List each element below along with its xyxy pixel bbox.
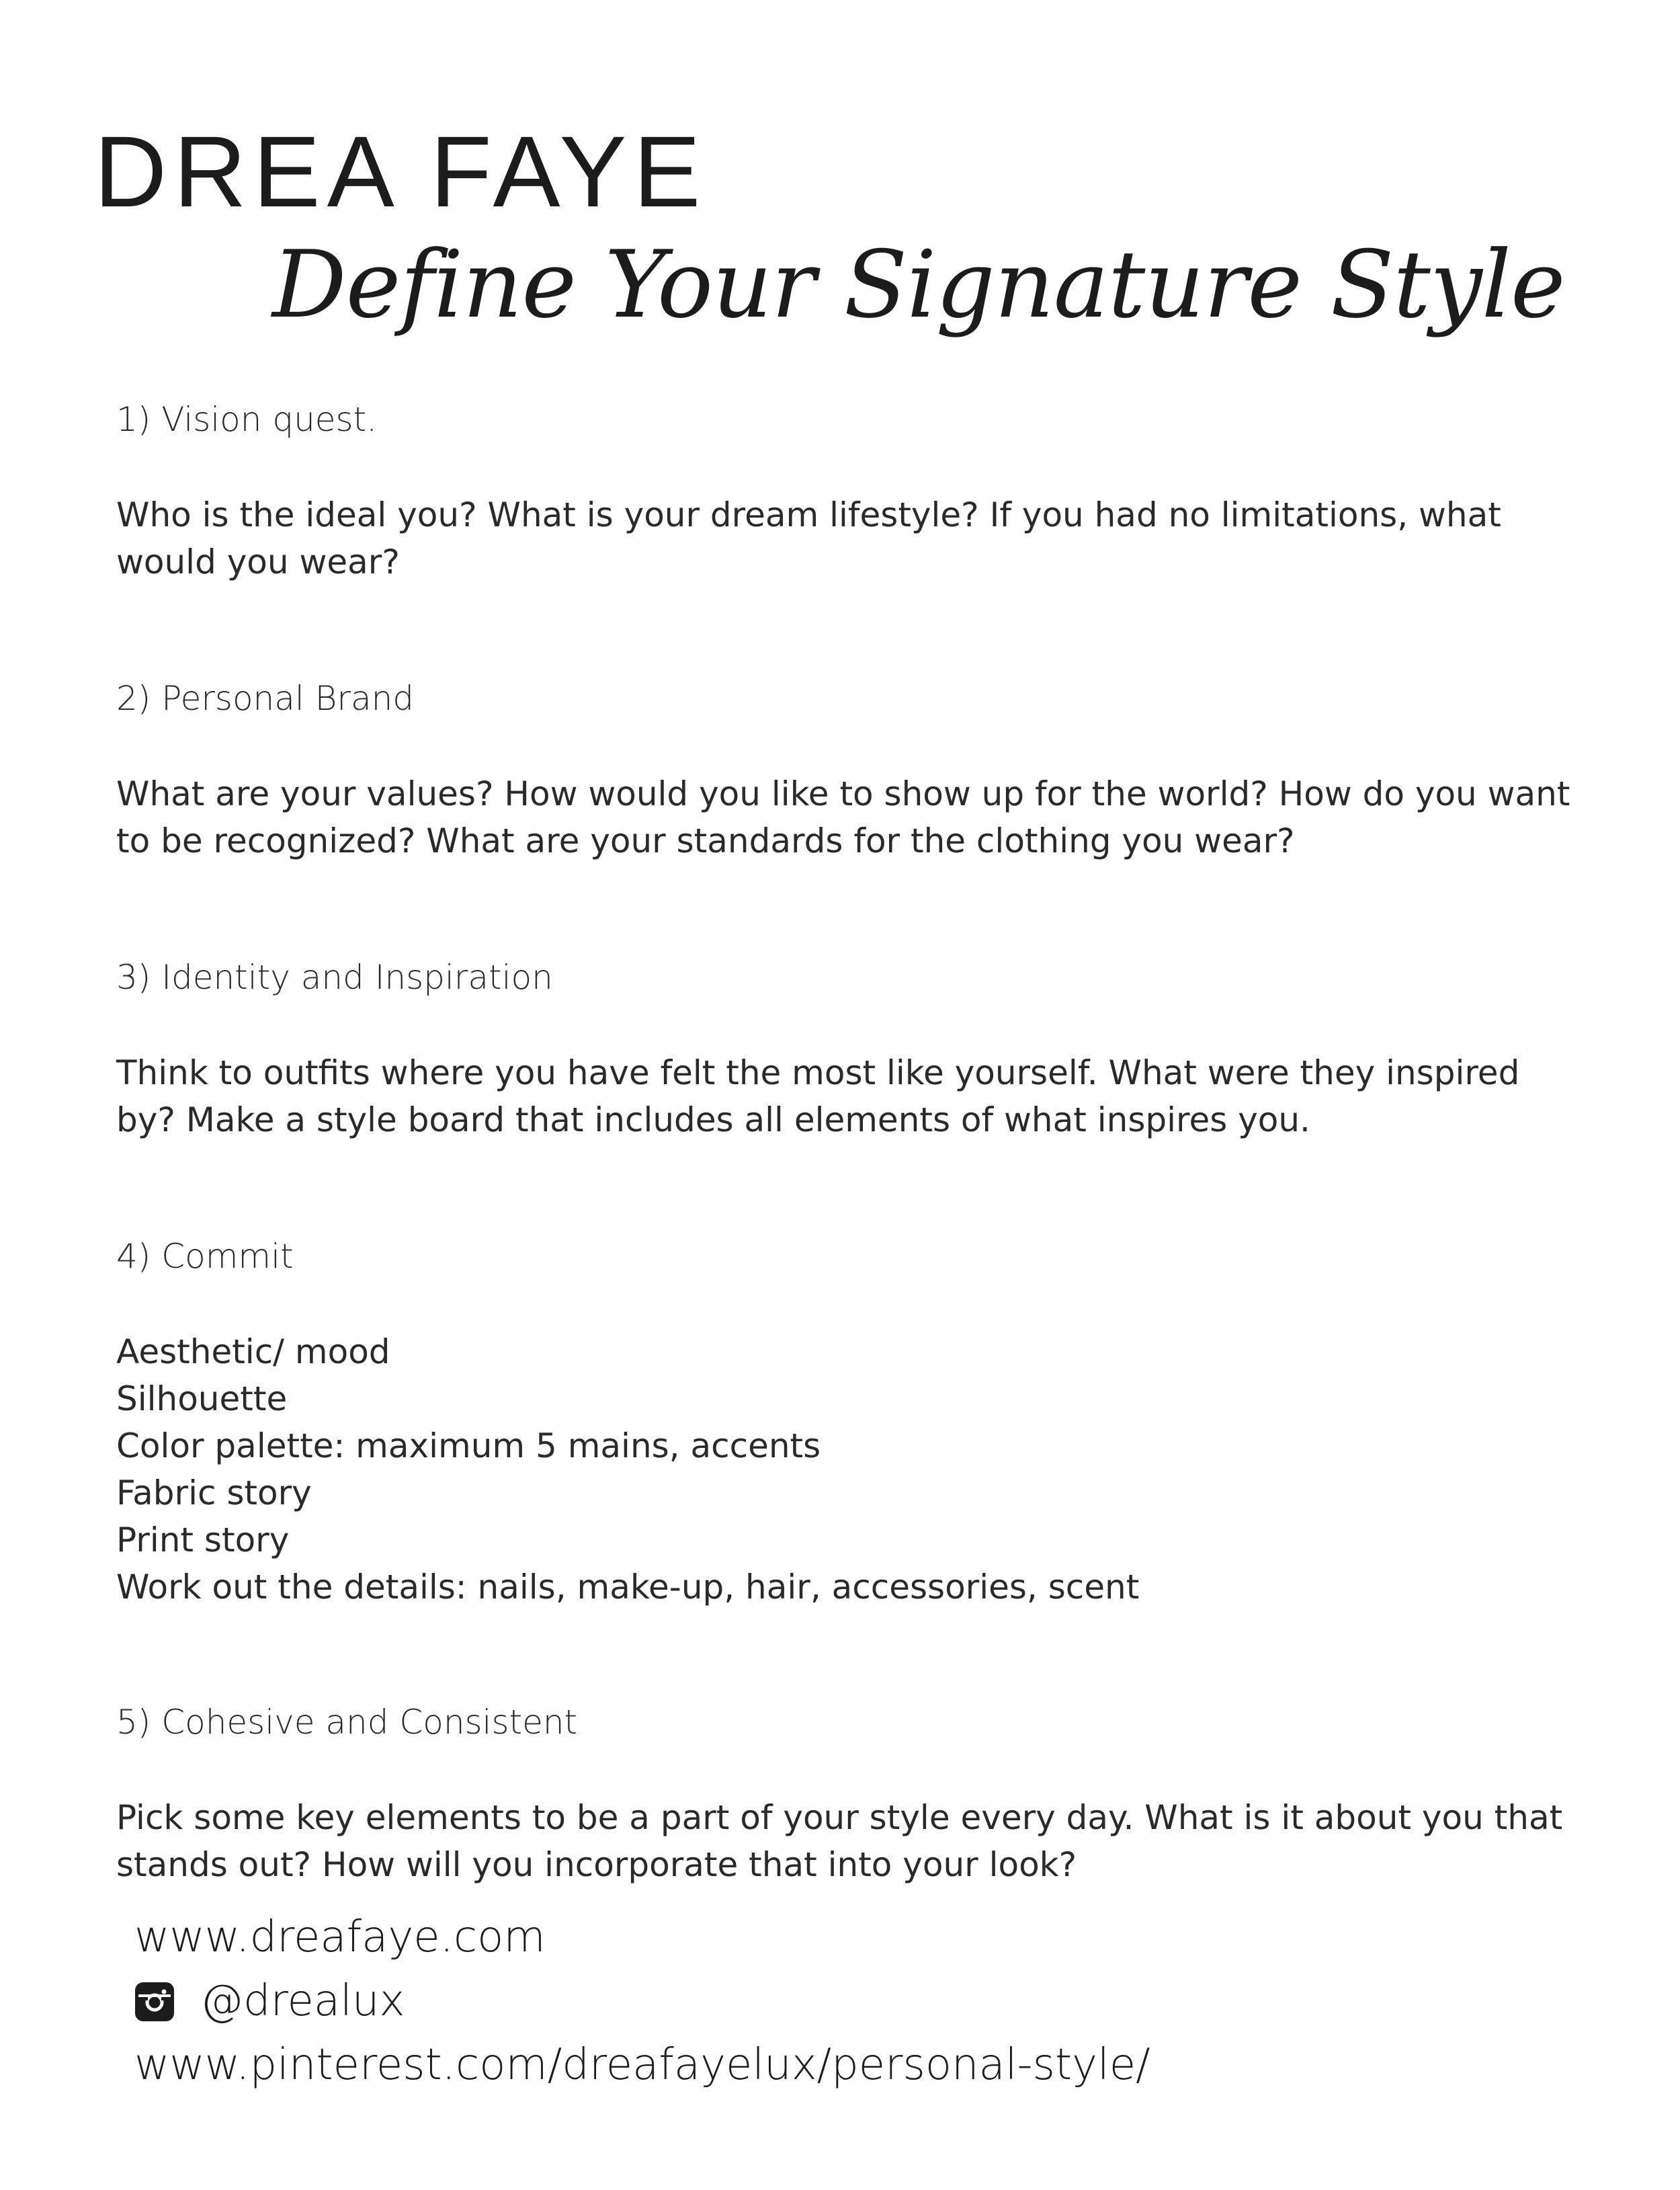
section-heading: 2) Personal Brand	[116, 679, 415, 718]
list-item: Fabric story	[116, 1473, 312, 1512]
section-heading: 3) Identity and Inspiration	[116, 958, 553, 997]
instagram-line[interactable]	[134, 1970, 1150, 2033]
section-body: Think to outfits where you have felt the most like yourself. What were they inspired by? Make a style board that includes all elements of what inspires you.	[116, 1053, 1520, 1139]
instagram-handle: @drealux	[200, 1976, 405, 2026]
section-heading: 5) Cohesive and Consistent	[116, 1703, 578, 1742]
brand-logo: DREA FAYE	[94, 115, 708, 228]
commit-list	[116, 1328, 1581, 1611]
list-item: Print story	[116, 1520, 290, 1559]
section-heading: 1) Vision quest.	[116, 400, 378, 439]
list-item: Aesthetic/ mood	[116, 1332, 390, 1371]
list-item: Silhouette	[116, 1379, 288, 1418]
section-commit	[116, 1236, 1581, 1702]
section-body: What are your values? How would you like to show up for the world? How do you want to be recognized? What are your standards for the clothing you wear?	[116, 774, 1570, 860]
pinterest-link[interactable]: www.pinterest.com/dreafayelux/personal-style/	[134, 2040, 1150, 2090]
section-personal-brand	[116, 678, 1581, 957]
section-body: Who is the ideal you? What is your dream lifestyle? If you had no limitations, what would you wear?	[116, 495, 1501, 581]
sections-list	[116, 399, 1581, 1981]
list-item: Color palette: maximum 5 mains, accents	[116, 1426, 821, 1465]
contact-footer	[134, 1906, 1150, 2097]
page-title: Define Your Signature Style	[272, 231, 1565, 339]
instagram-icon	[134, 1982, 175, 2022]
section-heading: 4) Commit	[116, 1237, 294, 1276]
section-identity-inspiration	[116, 957, 1581, 1236]
website-link[interactable]: www.dreafaye.com	[134, 1912, 546, 1962]
section-body: Pick some key elements to be a part of your style every day. What is it about you that stands out? How will you incorporate that into your look?	[116, 1798, 1563, 1884]
section-vision-quest	[116, 399, 1581, 678]
list-item: Work out the details: nails, make-up, hair, accessories, scent	[116, 1568, 1140, 1607]
